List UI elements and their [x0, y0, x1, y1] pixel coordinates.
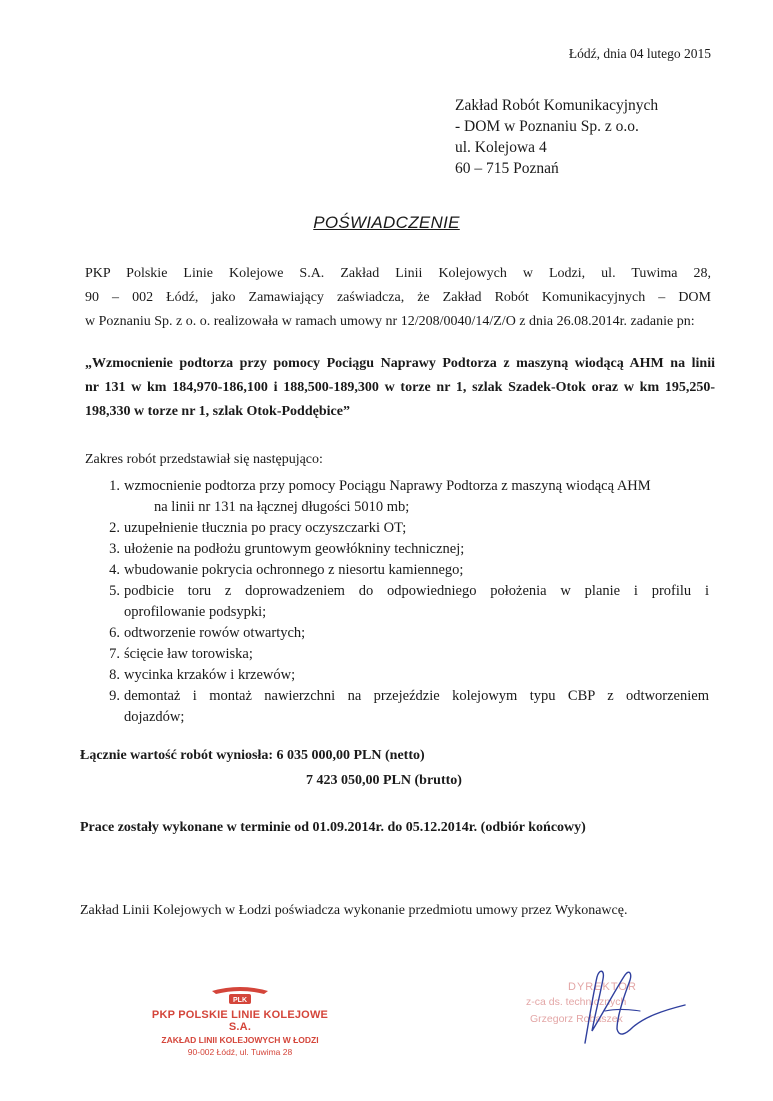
list-item-text: demontaż i montaż nawierzchni na przejeździe kolejowym typu CBP z odtworzeniem [124, 688, 709, 704]
scope-intro: Zakres robót przedstawiał się następująco: [85, 452, 323, 467]
list-item-number: 9. [109, 688, 120, 704]
task-line-1: „Wzmocnienie podtorza przy pomocy Pociągu Naprawy Podtorza z maszyną wiodącą AHM na linii [85, 356, 715, 371]
pkp-stamp-line-2: ZAKŁAD LINII KOLEJOWYCH W ŁODZI [161, 1035, 319, 1045]
intro-line-1: PKP Polskie Linie Kolejowe S.A. Zakład Linii Kolejowych w Lodzi, ul. Tuwima 28, [85, 266, 711, 281]
list-item-number: 8. [109, 667, 120, 683]
document-title: POŚWIADCZENIE [313, 213, 460, 232]
list-item-number: 3. [109, 541, 120, 557]
list-item-text-cont: na linii nr 131 na łącznej długości 5010 mb; [154, 499, 410, 515]
list-item-text-cont: dojazdów; [124, 709, 185, 725]
pkp-stamp-line-1: PKP POLSKIE LINIE KOLEJOWE S.A. [151, 1009, 329, 1033]
intro-line-2: 90 – 002 Łódź, jako Zamawiający zaświadcza, że Zakład Robót Komunikacyjnych – DOM [85, 290, 711, 305]
task-line-2: nr 131 w km 184,970-186,100 i 188,500-189,300 w torze nr 1, szlak Szadek-Otok oraz w km 195,250- [85, 380, 715, 395]
director-stamp-line-3: Grzegorz Robaszek [530, 1013, 623, 1025]
list-item-text-cont: oprofilowanie podsypki; [124, 604, 267, 620]
intro-line-3: w Poznaniu Sp. z o. o. realizowała w ramach umowy nr 12/208/0040/14/Z/O z dnia 26.08.2014r. zadanie pn: [85, 314, 695, 329]
recipient-line-2: - DOM w Poznaniu Sp. z o.o. [455, 118, 639, 135]
intro-paragraph [85, 262, 711, 334]
list-item-text: podbicie toru z doprowadzeniem do odpowiedniego położenia w planie i profilu i [124, 583, 709, 599]
recipient-line-3: ul. Kolejowa 4 [455, 139, 547, 156]
recipient-address [455, 95, 658, 179]
pkp-logo-text: PLK [233, 997, 247, 1004]
task-name [85, 352, 715, 424]
confirmation-text: Zakład Linii Kolejowych w Łodzi poświadcza wykonanie przedmiotu umowy przez Wykonawcę. [80, 903, 628, 918]
list-item-number: 1. [109, 478, 120, 494]
work-deadline: Prace zostały wykonane w terminie od 01.09.2014r. do 05.12.2014r. (odbiór końcowy) [80, 820, 586, 835]
list-item-text: ścięcie ław torowiska; [124, 646, 253, 662]
list-item-text: odtworzenie rowów otwartych; [124, 625, 306, 641]
pkp-logo-icon [210, 985, 270, 1007]
list-item-text: wzmocnienie podtorza przy pomocy Pociągu Naprawy Podtorza z maszyną wiodącą AHM [124, 478, 651, 494]
list-item-text: ułożenie na podłożu gruntowym geowłókniny technicznej; [124, 541, 465, 557]
handwritten-signature [545, 965, 695, 1050]
document-date: Łódź, dnia 04 lutego 2015 [568, 46, 711, 61]
list-item-text: wbudowanie pokrycia ochronnego z niesortu kamiennego; [124, 562, 464, 578]
list-item-number: 4. [109, 562, 120, 578]
list-item-number: 5. [109, 583, 120, 599]
list-item-text: uzupełnienie tłucznia po pracy oczyszczarki OT; [124, 520, 407, 536]
pkp-stamp-line-3: 90-002 Łódź, ul. Tuwima 28 [187, 1047, 293, 1057]
pkp-company-stamp [140, 985, 340, 1057]
list-item-number: 6. [109, 625, 120, 641]
list-item-number: 7. [109, 646, 120, 662]
list-item-text: wycinka krzaków i krzewów; [124, 667, 296, 683]
recipient-line-1: Zakład Robót Komunikacyjnych [455, 97, 659, 114]
director-stamp-line-2: z-ca ds. technicznych [526, 996, 627, 1008]
total-net: Łącznie wartość robót wyniosła: 6 035 000,00 PLN (netto) [80, 748, 425, 763]
recipient-line-4: 60 – 715 Poznań [455, 160, 559, 177]
total-gross: 7 423 050,00 PLN (brutto) [306, 773, 462, 788]
director-stamp-line-1: DYREKTOR [568, 981, 637, 993]
list-item-number: 2. [109, 520, 120, 536]
task-line-3: 198,330 w torze nr 1, szlak Otok-Poddębice” [85, 404, 350, 419]
